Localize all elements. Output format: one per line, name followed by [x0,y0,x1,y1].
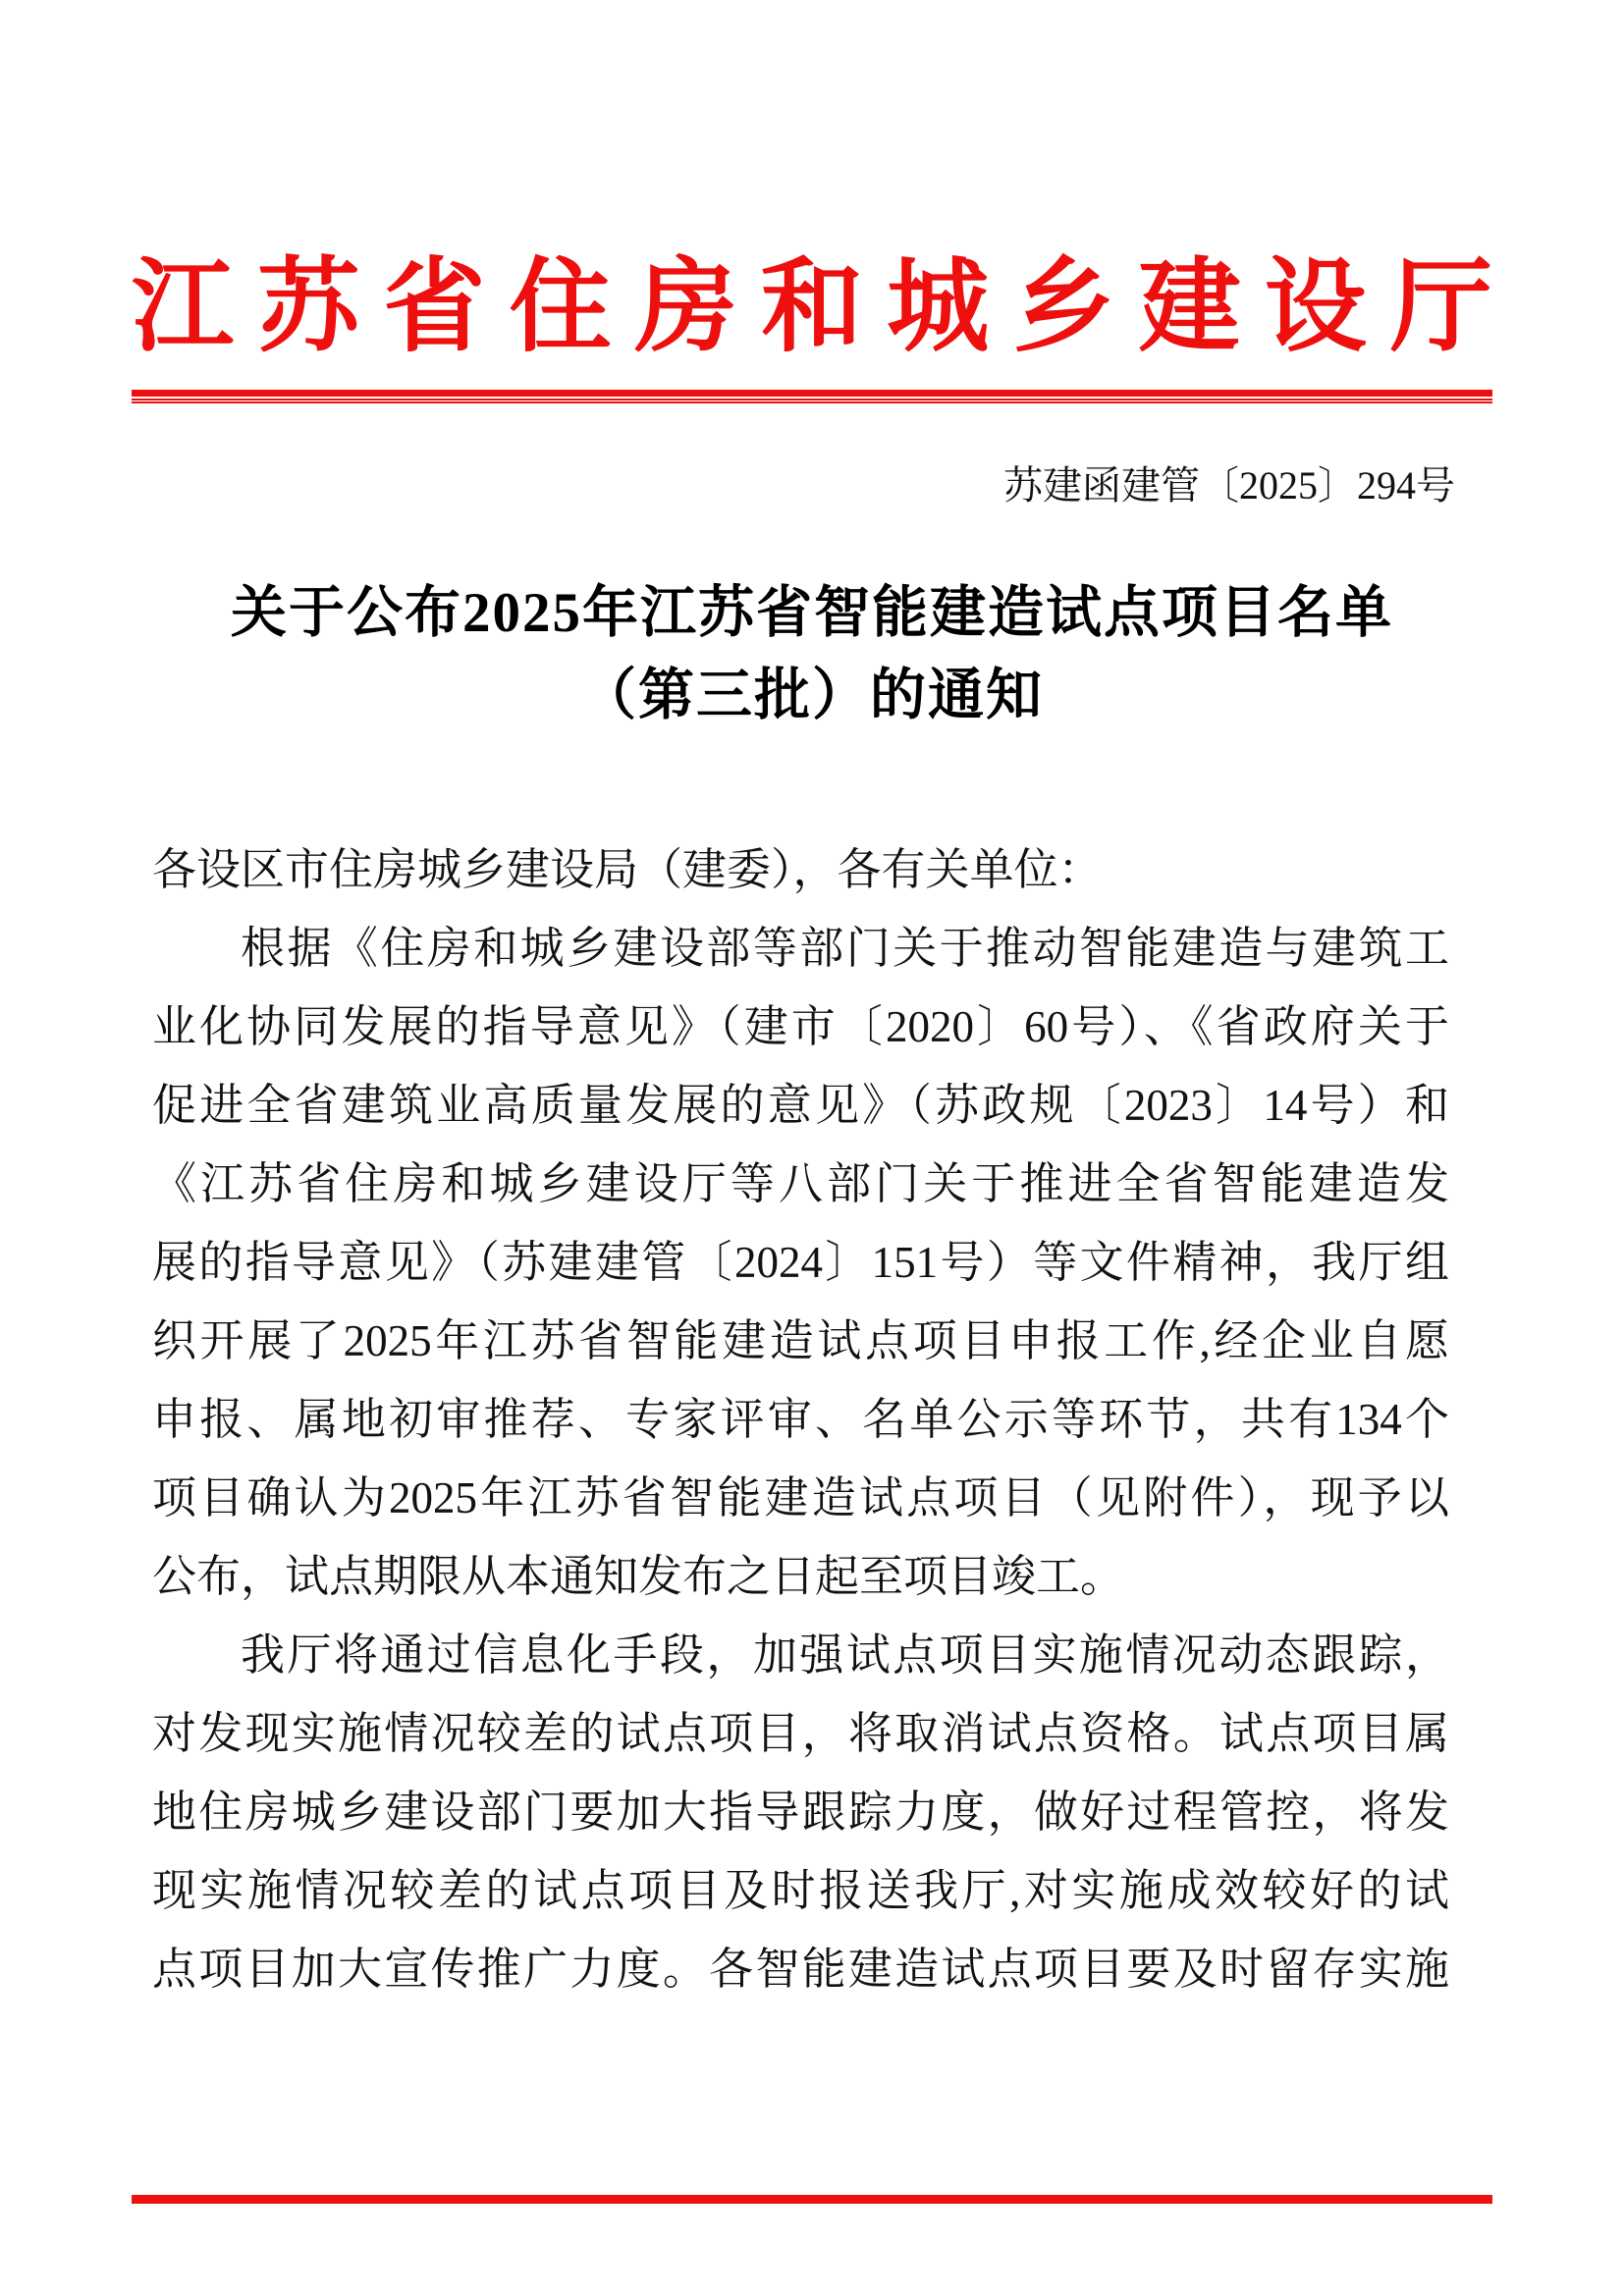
document-body [152,830,1449,2008]
body-line: 地住房城乡建设部门要加大指导跟踪力度，做好过程管控，将发 [152,1787,1449,1837]
body-line: 业化协同发展的指导意见》（建市〔2020〕60号）、《省政府关于 [152,1001,1449,1051]
agency-masthead: 江苏省住房和城乡建设厅 [132,251,1492,364]
header-red-rule [132,390,1492,403]
body-line: 申报、属地初审推荐、专家评审、名单公示等环节，共有134个 [152,1394,1449,1444]
document-title-line2: （第三批）的通知 [580,665,1044,727]
salutation-line: 各设区市住房城乡建设局（建委），各有关单位： [152,844,1103,894]
doc-number: 苏建函建管〔2025〕294号 [1003,462,1455,507]
body-line: 根据《住房和城乡建设部等部门关于推动智能建造与建筑工 [241,923,1449,973]
body-line: 对发现实施情况较差的试点项目，将取消试点资格。试点项目属 [152,1708,1449,1758]
body-line: 公布，试点期限从本通知发布之日起至项目竣工。 [152,1551,1125,1601]
body-line: 现实施情况较差的试点项目及时报送我厅,对实施成效较好的试 [152,1865,1449,1915]
document-title-line1: 关于公布2025年江苏省智能建造试点项目名单 [231,581,1393,644]
body-line: 织开展了2025年江苏省智能建造试点项目申报工作,经企业自愿 [152,1315,1449,1365]
body-line: 《江苏省住房和城乡建设厅等八部门关于推进全省智能建造发 [152,1158,1449,1208]
body-line: 展的指导意见》（苏建建管〔2024〕151号）等文件精神，我厅组 [152,1237,1449,1287]
body-line: 我厅将通过信息化手段，加强试点项目实施情况动态跟踪， [241,1629,1449,1680]
footer-red-rule [132,2195,1492,2204]
body-line: 促进全省建筑业高质量发展的意见》（苏政规〔2023〕14号）和 [152,1080,1449,1130]
body-line: 项目确认为2025年江苏省智能建造试点项目（见附件），现予以 [152,1472,1449,1522]
document-title [147,572,1477,738]
body-line: 点项目加大宣传推广力度。各智能建造试点项目要及时留存实施 [152,1944,1449,1994]
